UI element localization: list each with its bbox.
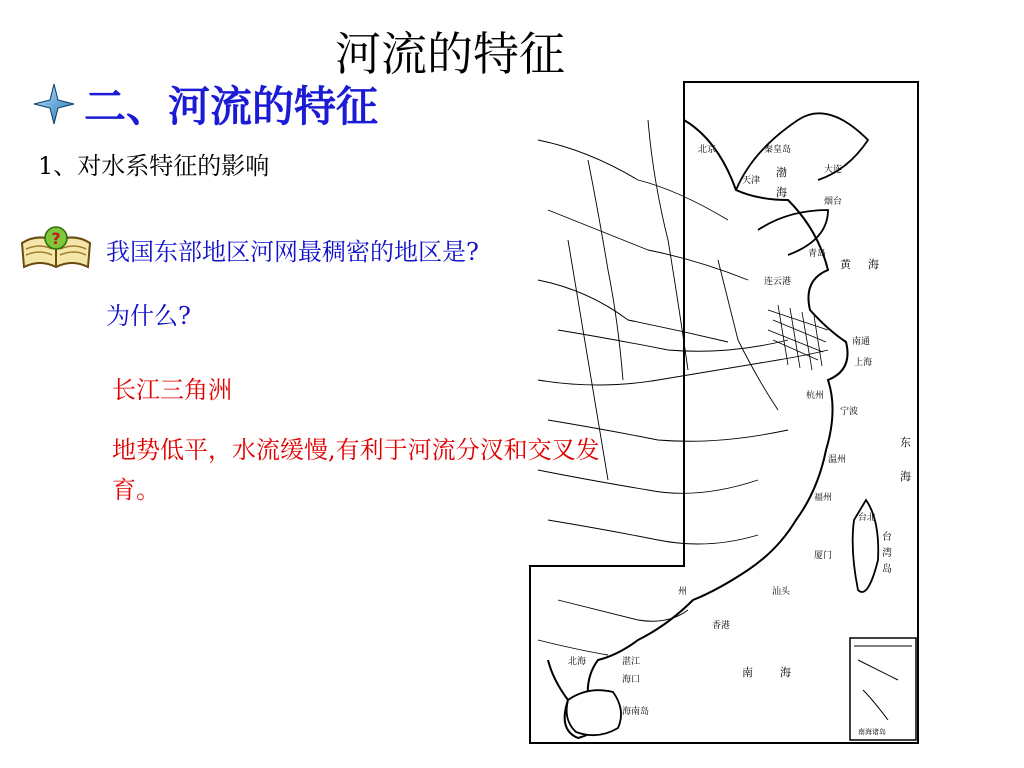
label-bohai-1: 渤 — [776, 166, 787, 179]
label-lianyungang: 连云港 — [764, 277, 792, 287]
label-zhanjiang: 湛江 — [622, 657, 641, 667]
label-taiwan-2: 湾 — [882, 548, 892, 559]
label-beihai: 北海 — [568, 657, 587, 667]
label-hainan: 海南岛 — [622, 707, 650, 717]
label-huanghai-1: 黄 — [840, 258, 851, 271]
question-line-2: 为什么? — [106, 302, 191, 330]
label-haikou: 海口 — [622, 675, 641, 685]
label-inset: 南海诸岛 — [858, 728, 886, 736]
label-tianjin: 天津 — [742, 176, 761, 186]
label-wenzhou: 温州 — [828, 455, 847, 465]
label-beijing: 北京 — [698, 145, 717, 155]
label-donghai-1: 东 — [900, 436, 911, 449]
label-xiamen: 厦门 — [814, 551, 833, 561]
label-fuzhou: 福州 — [814, 493, 833, 503]
label-donghai-2: 海 — [900, 470, 911, 483]
label-qinhuangdao: 秦皇岛 — [764, 145, 792, 155]
label-nanhai-1: 南 — [742, 666, 753, 679]
label-dalian: 大连 — [824, 165, 843, 175]
label-shantou: 汕头 — [772, 587, 791, 597]
label-ningbo: 宁波 — [840, 407, 859, 417]
label-xianggang: 香港 — [712, 621, 731, 631]
label-huanghai-2: 海 — [868, 258, 879, 271]
slide-title: 河流的特征 — [335, 27, 565, 81]
label-taibei: 台北 — [858, 513, 877, 523]
section-heading: 二、河流的特征 — [84, 82, 379, 131]
label-bohai-2: 海 — [776, 186, 787, 199]
label-shanghai: 上海 — [854, 358, 873, 368]
book-question-icon — [18, 225, 94, 271]
label-taiwan-3: 岛 — [882, 564, 892, 575]
question-line-1: 我国东部地区河网最稠密的地区是? — [106, 238, 479, 266]
label-qingdao: 青岛 — [808, 249, 827, 259]
label-yantai: 烟台 — [824, 197, 843, 207]
sparkle-star-icon — [32, 82, 76, 126]
label-nanhai-2: 海 — [780, 666, 791, 679]
label-hangzhou: 杭州 — [806, 391, 825, 401]
label-guangzhou: 州 — [678, 587, 688, 597]
east-china-river-map — [528, 80, 924, 745]
svg-text:?: ? — [51, 229, 61, 248]
answer-line-2: 地势低平，水流缓慢,有利于河流分汊和交叉发育。 — [112, 436, 600, 504]
subheading: 1、对水系特征的影响 — [38, 152, 270, 180]
label-nantong: 南通 — [852, 337, 871, 347]
heading-row — [32, 74, 378, 134]
label-taiwan-1: 台 — [882, 532, 892, 543]
answer-line-1: 长江三角洲 — [112, 376, 232, 404]
